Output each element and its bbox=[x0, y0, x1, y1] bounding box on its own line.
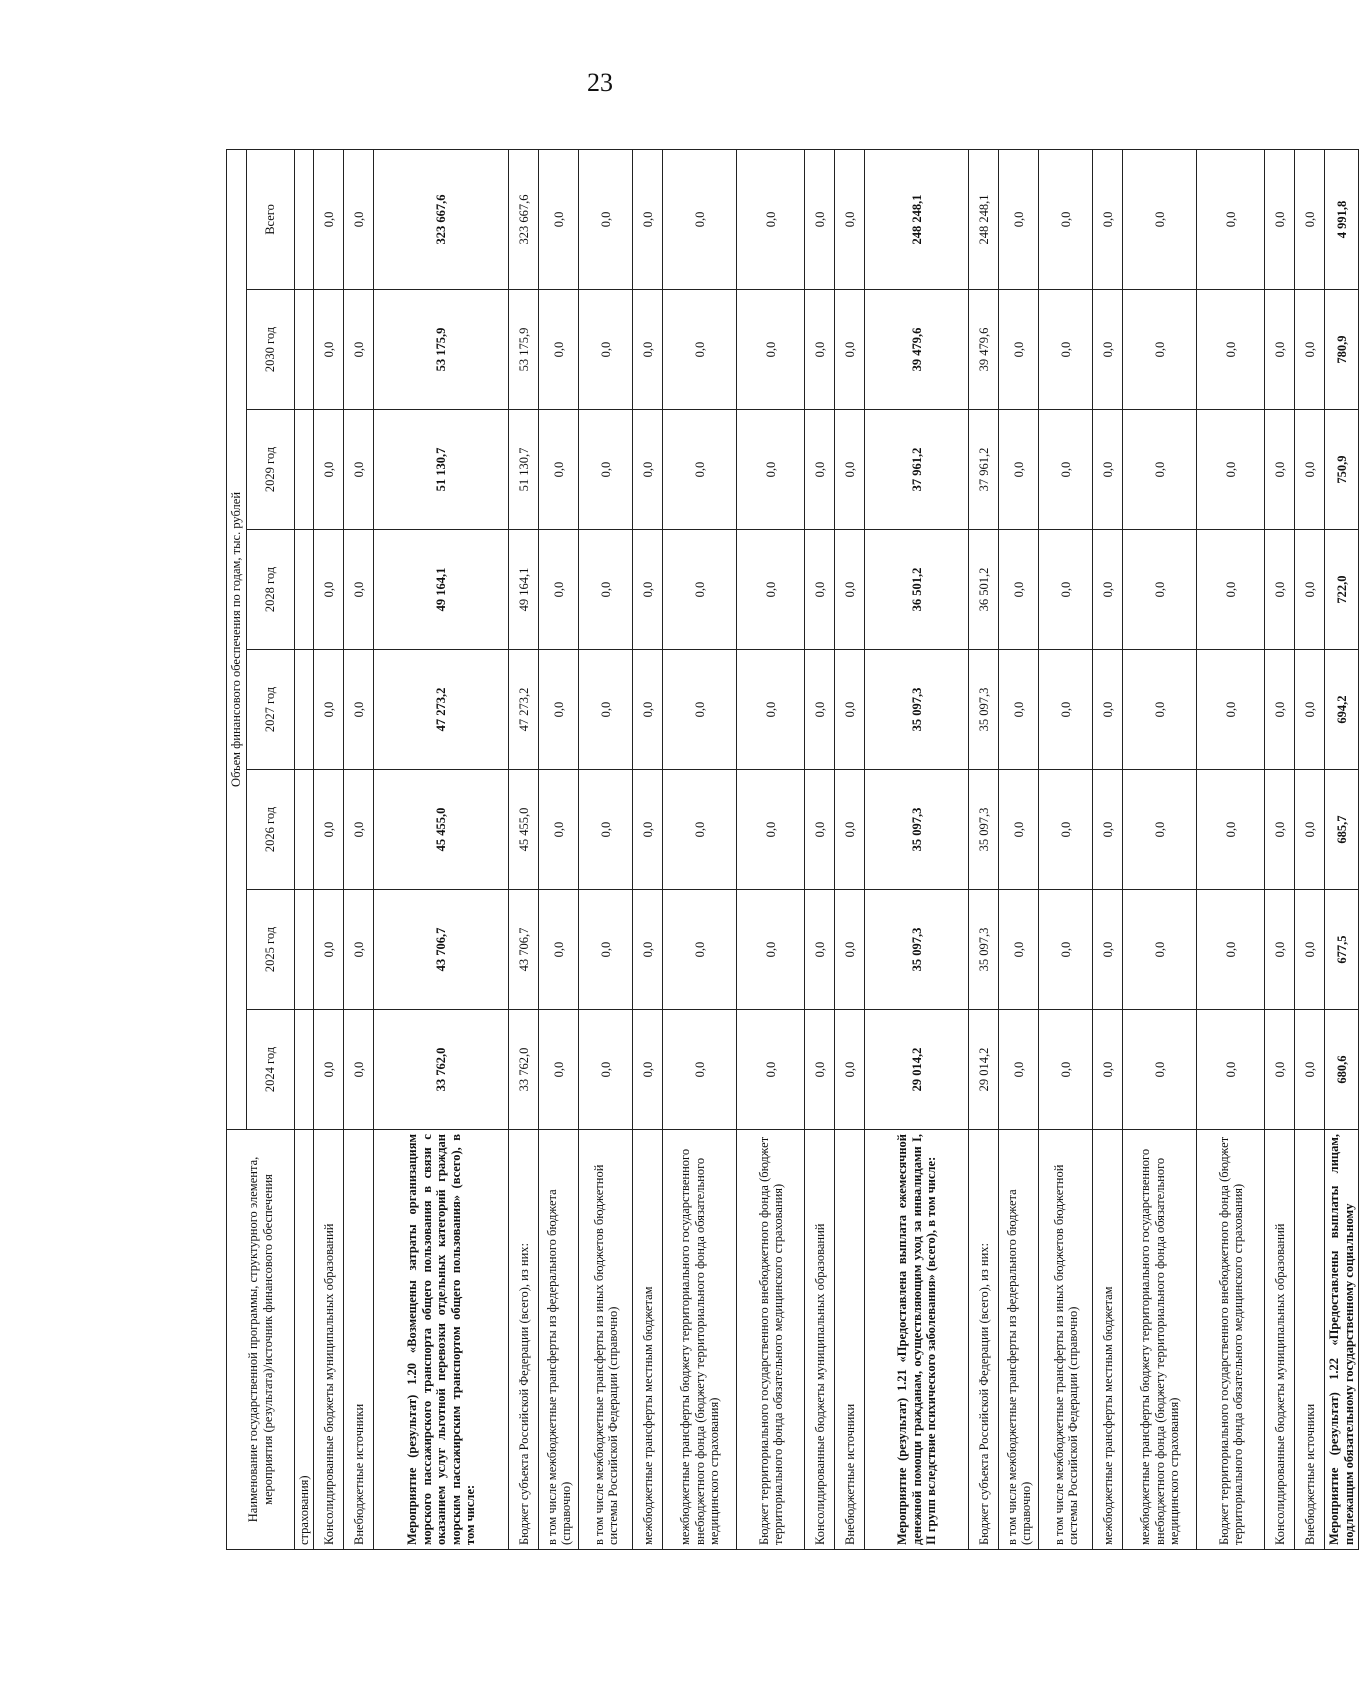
row-value-cell: 0,0 bbox=[1197, 770, 1265, 890]
row-total-cell: 248 248,1 bbox=[865, 149, 969, 289]
row-value-cell: 0,0 bbox=[1295, 1010, 1325, 1130]
table-row bbox=[509, 149, 539, 1549]
row-value-cell: 0,0 bbox=[1093, 290, 1123, 410]
row-value-cell: 0,0 bbox=[1093, 410, 1123, 530]
row-value-cell: 0,0 bbox=[663, 530, 737, 650]
row-total-cell: 0,0 bbox=[663, 149, 737, 289]
total-header: Всего bbox=[247, 149, 295, 289]
row-value-cell: 0,0 bbox=[579, 650, 633, 770]
row-value-cell: 0,0 bbox=[344, 290, 374, 410]
row-value-cell: 43 706,7 bbox=[374, 890, 509, 1010]
row-value-cell: 0,0 bbox=[663, 650, 737, 770]
row-name-cell: Консолидированные бюджеты муниципальных образований bbox=[1265, 1130, 1295, 1550]
row-name-cell: межбюджетные трансферты бюджету территориального государственного внебюджетного фонда (бюджету территориального фонда обязательного медицинского страхования) bbox=[663, 1130, 737, 1550]
row-value-cell: 0,0 bbox=[835, 530, 865, 650]
row-value-cell: 0,0 bbox=[737, 530, 805, 650]
row-value-cell: 35 097,3 bbox=[969, 890, 999, 1010]
row-total-cell: 0,0 bbox=[737, 149, 805, 289]
row-value-cell bbox=[295, 650, 314, 770]
row-value-cell: 0,0 bbox=[835, 1010, 865, 1130]
row-value-cell: 0,0 bbox=[1123, 290, 1197, 410]
row-value-cell: 0,0 bbox=[835, 290, 865, 410]
row-value-cell: 680,6 bbox=[1325, 1010, 1359, 1130]
year-header: 2027 год bbox=[247, 650, 295, 770]
table-row bbox=[969, 149, 999, 1549]
row-value-cell: 0,0 bbox=[314, 650, 344, 770]
row-total-cell: 0,0 bbox=[314, 149, 344, 289]
row-value-cell: 29 014,2 bbox=[969, 1010, 999, 1130]
row-value-cell: 39 479,6 bbox=[865, 290, 969, 410]
row-value-cell: 694,2 bbox=[1325, 650, 1359, 770]
row-value-cell: 677,5 bbox=[1325, 890, 1359, 1010]
year-header: 2030 год bbox=[247, 290, 295, 410]
row-value-cell: 0,0 bbox=[314, 530, 344, 650]
row-total-cell: 0,0 bbox=[344, 149, 374, 289]
row-value-cell: 0,0 bbox=[805, 890, 835, 1010]
row-value-cell: 0,0 bbox=[835, 410, 865, 530]
row-value-cell: 0,0 bbox=[344, 530, 374, 650]
row-value-cell: 0,0 bbox=[579, 290, 633, 410]
row-value-cell: 0,0 bbox=[1197, 650, 1265, 770]
row-value-cell: 0,0 bbox=[1265, 890, 1295, 1010]
row-value-cell: 53 175,9 bbox=[509, 290, 539, 410]
table-row bbox=[1325, 149, 1359, 1549]
row-name-cell: межбюджетные трансферты бюджету территориального государственного внебюджетного фонда (бюджету территориального фонда обязательного медицинского страхования) bbox=[1123, 1130, 1197, 1550]
table-row bbox=[633, 149, 663, 1549]
row-value-cell: 0,0 bbox=[1123, 530, 1197, 650]
table-row bbox=[835, 149, 865, 1549]
table-row bbox=[1123, 149, 1197, 1549]
volume-group-header: Объем финансового обеспечения по годам, тыс. рублей bbox=[227, 149, 247, 1129]
row-total-cell: 0,0 bbox=[1265, 149, 1295, 289]
year-header: 2026 год bbox=[247, 770, 295, 890]
row-value-cell: 0,0 bbox=[835, 770, 865, 890]
row-value-cell: 685,7 bbox=[1325, 770, 1359, 890]
row-name-cell: в том числе межбюджетные трансферты из иных бюджетов бюджетной системы Российской Федерации (справочно) bbox=[1039, 1130, 1093, 1550]
row-value-cell: 0,0 bbox=[1197, 290, 1265, 410]
row-value-cell: 0,0 bbox=[999, 890, 1039, 1010]
row-value-cell: 0,0 bbox=[314, 410, 344, 530]
row-value-cell: 0,0 bbox=[737, 650, 805, 770]
row-value-cell: 35 097,3 bbox=[865, 890, 969, 1010]
row-value-cell: 35 097,3 bbox=[865, 770, 969, 890]
row-value-cell: 0,0 bbox=[314, 890, 344, 1010]
row-value-cell: 0,0 bbox=[314, 770, 344, 890]
row-value-cell: 0,0 bbox=[1123, 650, 1197, 770]
row-value-cell: 0,0 bbox=[344, 410, 374, 530]
row-total-cell: 0,0 bbox=[835, 149, 865, 289]
row-value-cell: 53 175,9 bbox=[374, 290, 509, 410]
row-value-cell: 0,0 bbox=[1093, 650, 1123, 770]
row-value-cell: 0,0 bbox=[1039, 770, 1093, 890]
row-value-cell: 0,0 bbox=[1295, 530, 1325, 650]
table-row bbox=[1039, 149, 1093, 1549]
row-total-cell: 323 667,6 bbox=[374, 149, 509, 289]
row-name-cell: Мероприятие (результат) 1.21 «Предоставлена выплата ежемесячной денежной помощи гражданам, осуществляющим уход за инвалидами I, II групп вследствие психического заболевания» (всего), в том числе: bbox=[865, 1130, 969, 1550]
row-value-cell: 0,0 bbox=[579, 410, 633, 530]
table-row bbox=[374, 149, 509, 1549]
row-value-cell: 0,0 bbox=[1295, 890, 1325, 1010]
row-value-cell: 780,9 bbox=[1325, 290, 1359, 410]
row-name-cell: межбюджетные трансферты местным бюджетам bbox=[1093, 1130, 1123, 1550]
row-value-cell: 0,0 bbox=[1265, 770, 1295, 890]
row-value-cell: 0,0 bbox=[835, 650, 865, 770]
name-column-header: Наименование государственной программы, структурного элемента, мероприятия (результата)/источник финансового обеспечения bbox=[227, 1130, 295, 1550]
row-value-cell: 0,0 bbox=[805, 770, 835, 890]
row-value-cell: 0,0 bbox=[999, 410, 1039, 530]
row-value-cell: 0,0 bbox=[737, 290, 805, 410]
row-value-cell: 0,0 bbox=[314, 1010, 344, 1130]
row-value-cell: 0,0 bbox=[1123, 890, 1197, 1010]
row-value-cell: 0,0 bbox=[805, 530, 835, 650]
row-value-cell: 0,0 bbox=[314, 290, 344, 410]
row-value-cell: 0,0 bbox=[1093, 890, 1123, 1010]
year-header: 2024 год bbox=[247, 1010, 295, 1130]
row-value-cell: 0,0 bbox=[579, 770, 633, 890]
row-name-cell: страхования) bbox=[295, 1130, 314, 1550]
row-value-cell: 35 097,3 bbox=[865, 650, 969, 770]
row-value-cell: 0,0 bbox=[805, 650, 835, 770]
row-value-cell: 45 455,0 bbox=[509, 770, 539, 890]
row-value-cell: 37 961,2 bbox=[865, 410, 969, 530]
row-value-cell: 0,0 bbox=[737, 890, 805, 1010]
row-value-cell: 0,0 bbox=[663, 770, 737, 890]
row-value-cell: 0,0 bbox=[633, 290, 663, 410]
row-total-cell: 4 991,8 bbox=[1325, 149, 1359, 289]
row-value-cell: 0,0 bbox=[1039, 410, 1093, 530]
row-value-cell: 35 097,3 bbox=[969, 650, 999, 770]
table-row bbox=[1197, 149, 1265, 1549]
row-value-cell: 0,0 bbox=[805, 290, 835, 410]
row-total-cell: 0,0 bbox=[1197, 149, 1265, 289]
table-row bbox=[663, 149, 737, 1549]
row-value-cell: 0,0 bbox=[633, 650, 663, 770]
row-value-cell: 0,0 bbox=[1123, 770, 1197, 890]
table-row bbox=[314, 149, 344, 1549]
row-value-cell: 51 130,7 bbox=[374, 410, 509, 530]
row-value-cell: 0,0 bbox=[1039, 530, 1093, 650]
table-row bbox=[539, 149, 579, 1549]
row-value-cell: 0,0 bbox=[344, 1010, 374, 1130]
row-name-cell: Бюджет субъекта Российской Федерации (всего), из них: bbox=[509, 1130, 539, 1550]
row-name-cell: Мероприятие (результат) 1.22 «Предоставлены выплаты лицам, подлежащим обязательному государственному социальному bbox=[1325, 1130, 1359, 1550]
budget-table bbox=[226, 149, 1359, 1550]
row-value-cell: 47 273,2 bbox=[509, 650, 539, 770]
row-value-cell: 0,0 bbox=[663, 890, 737, 1010]
row-total-cell: 0,0 bbox=[1295, 149, 1325, 289]
row-value-cell: 33 762,0 bbox=[374, 1010, 509, 1130]
row-name-cell: Внебюджетные источники bbox=[835, 1130, 865, 1550]
row-value-cell: 33 762,0 bbox=[509, 1010, 539, 1130]
row-value-cell: 0,0 bbox=[805, 1010, 835, 1130]
row-value-cell: 45 455,0 bbox=[374, 770, 509, 890]
rotated-table-sheet bbox=[226, 150, 1356, 1550]
row-value-cell: 43 706,7 bbox=[509, 890, 539, 1010]
row-value-cell: 49 164,1 bbox=[374, 530, 509, 650]
row-value-cell bbox=[295, 770, 314, 890]
row-value-cell: 0,0 bbox=[1039, 650, 1093, 770]
row-total-cell: 323 667,6 bbox=[509, 149, 539, 289]
table-row bbox=[865, 149, 969, 1549]
row-value-cell: 0,0 bbox=[999, 770, 1039, 890]
row-value-cell: 0,0 bbox=[633, 410, 663, 530]
row-name-cell: в том числе межбюджетные трансферты из федерального бюджета (справочно) bbox=[539, 1130, 579, 1550]
row-value-cell bbox=[295, 890, 314, 1010]
year-header: 2029 год bbox=[247, 410, 295, 530]
row-value-cell: 0,0 bbox=[539, 1010, 579, 1130]
row-value-cell: 0,0 bbox=[1265, 1010, 1295, 1130]
row-value-cell: 0,0 bbox=[344, 770, 374, 890]
row-value-cell: 0,0 bbox=[737, 410, 805, 530]
row-value-cell: 0,0 bbox=[1295, 290, 1325, 410]
row-value-cell: 0,0 bbox=[579, 1010, 633, 1130]
row-value-cell: 29 014,2 bbox=[865, 1010, 969, 1130]
row-value-cell: 0,0 bbox=[737, 770, 805, 890]
row-value-cell: 0,0 bbox=[1265, 290, 1295, 410]
row-name-cell: Внебюджетные источники bbox=[344, 1130, 374, 1550]
row-value-cell: 0,0 bbox=[999, 1010, 1039, 1130]
table-row bbox=[1265, 149, 1295, 1549]
row-value-cell: 0,0 bbox=[663, 290, 737, 410]
table-row bbox=[1295, 149, 1325, 1549]
row-name-cell: Мероприятие (результат) 1.20 «Возмещены затраты организациям морского пассажирского транспорта общего пользования в связи с оказанием услуг льготной перевозки отдельных категорий граждан морским пассажирским транспортом общего пользования» (всего), в том числе: bbox=[374, 1130, 509, 1550]
table-row bbox=[295, 149, 314, 1549]
row-value-cell: 51 130,7 bbox=[509, 410, 539, 530]
row-name-cell: Бюджет территориального государственного внебюджетного фонда (бюджет территориального фонда обязательного медицинского страхования) bbox=[1197, 1130, 1265, 1550]
row-total-cell: 0,0 bbox=[1039, 149, 1093, 289]
row-value-cell: 0,0 bbox=[579, 890, 633, 1010]
row-value-cell: 0,0 bbox=[999, 650, 1039, 770]
row-value-cell: 0,0 bbox=[1265, 650, 1295, 770]
table-row bbox=[805, 149, 835, 1549]
row-value-cell bbox=[295, 410, 314, 530]
row-value-cell: 0,0 bbox=[539, 650, 579, 770]
row-value-cell: 0,0 bbox=[1123, 410, 1197, 530]
row-total-cell: 0,0 bbox=[805, 149, 835, 289]
page-number: 23 bbox=[587, 68, 613, 97]
row-value-cell: 0,0 bbox=[663, 410, 737, 530]
row-value-cell: 0,0 bbox=[737, 1010, 805, 1130]
row-name-cell: Бюджет субъекта Российской Федерации (всего), из них: bbox=[969, 1130, 999, 1550]
table-row bbox=[1093, 149, 1123, 1549]
row-value-cell: 0,0 bbox=[1295, 650, 1325, 770]
row-value-cell bbox=[295, 1010, 314, 1130]
row-value-cell: 0,0 bbox=[663, 1010, 737, 1130]
row-value-cell: 39 479,6 bbox=[969, 290, 999, 410]
row-value-cell: 36 501,2 bbox=[865, 530, 969, 650]
row-value-cell: 0,0 bbox=[1039, 1010, 1093, 1130]
row-value-cell: 0,0 bbox=[1295, 410, 1325, 530]
table-row bbox=[344, 149, 374, 1549]
row-total-cell: 0,0 bbox=[1093, 149, 1123, 289]
row-total-cell: 0,0 bbox=[539, 149, 579, 289]
row-value-cell bbox=[295, 290, 314, 410]
table-row bbox=[737, 149, 805, 1549]
year-header: 2028 год bbox=[247, 530, 295, 650]
row-value-cell: 0,0 bbox=[1265, 530, 1295, 650]
row-value-cell: 0,0 bbox=[1295, 770, 1325, 890]
row-total-cell: 248 248,1 bbox=[969, 149, 999, 289]
row-name-cell: Бюджет территориального государственного внебюджетного фонда (бюджет территориального фонда обязательного медицинского страхования) bbox=[737, 1130, 805, 1550]
row-value-cell: 0,0 bbox=[539, 410, 579, 530]
row-name-cell: межбюджетные трансферты местным бюджетам bbox=[633, 1130, 663, 1550]
row-total-cell: 0,0 bbox=[999, 149, 1039, 289]
row-value-cell: 35 097,3 bbox=[969, 770, 999, 890]
row-value-cell: 0,0 bbox=[999, 530, 1039, 650]
row-value-cell: 0,0 bbox=[1093, 770, 1123, 890]
row-value-cell: 49 164,1 bbox=[509, 530, 539, 650]
row-value-cell: 722,0 bbox=[1325, 530, 1359, 650]
row-name-cell: Консолидированные бюджеты муниципальных образований bbox=[314, 1130, 344, 1550]
row-value-cell: 0,0 bbox=[633, 1010, 663, 1130]
row-value-cell: 0,0 bbox=[344, 890, 374, 1010]
row-value-cell: 0,0 bbox=[1197, 1010, 1265, 1130]
row-value-cell: 0,0 bbox=[633, 530, 663, 650]
row-value-cell: 0,0 bbox=[579, 530, 633, 650]
row-value-cell: 36 501,2 bbox=[969, 530, 999, 650]
row-name-cell: в том числе межбюджетные трансферты из иных бюджетов бюджетной системы Российской Федерации (справочно) bbox=[579, 1130, 633, 1550]
row-value-cell: 0,0 bbox=[1123, 1010, 1197, 1130]
row-value-cell: 0,0 bbox=[1265, 410, 1295, 530]
row-value-cell: 37 961,2 bbox=[969, 410, 999, 530]
row-total-cell: 0,0 bbox=[633, 149, 663, 289]
row-name-cell: Внебюджетные источники bbox=[1295, 1130, 1325, 1550]
row-value-cell: 0,0 bbox=[539, 770, 579, 890]
row-value-cell: 0,0 bbox=[539, 530, 579, 650]
row-name-cell: Консолидированные бюджеты муниципальных образований bbox=[805, 1130, 835, 1550]
row-value-cell: 47 273,2 bbox=[374, 650, 509, 770]
row-value-cell: 0,0 bbox=[835, 890, 865, 1010]
row-value-cell: 0,0 bbox=[539, 890, 579, 1010]
row-value-cell: 0,0 bbox=[1197, 410, 1265, 530]
table-row bbox=[999, 149, 1039, 1549]
row-value-cell: 0,0 bbox=[999, 290, 1039, 410]
row-name-cell: в том числе межбюджетные трансферты из федерального бюджета (справочно) bbox=[999, 1130, 1039, 1550]
row-value-cell: 0,0 bbox=[1039, 290, 1093, 410]
table-body bbox=[295, 149, 1359, 1549]
row-value-cell: 0,0 bbox=[539, 290, 579, 410]
year-header: 2025 год bbox=[247, 890, 295, 1010]
row-value-cell bbox=[295, 530, 314, 650]
row-value-cell: 0,0 bbox=[1197, 530, 1265, 650]
row-value-cell: 0,0 bbox=[633, 770, 663, 890]
table-row bbox=[579, 149, 633, 1549]
row-value-cell: 0,0 bbox=[1093, 530, 1123, 650]
row-total-cell bbox=[295, 149, 314, 289]
row-value-cell: 0,0 bbox=[633, 890, 663, 1010]
row-value-cell: 0,0 bbox=[1093, 1010, 1123, 1130]
row-value-cell: 0,0 bbox=[1197, 890, 1265, 1010]
row-value-cell: 0,0 bbox=[1039, 890, 1093, 1010]
row-value-cell: 750,9 bbox=[1325, 410, 1359, 530]
row-total-cell: 0,0 bbox=[1123, 149, 1197, 289]
row-value-cell: 0,0 bbox=[805, 410, 835, 530]
row-value-cell: 0,0 bbox=[344, 650, 374, 770]
row-total-cell: 0,0 bbox=[579, 149, 633, 289]
